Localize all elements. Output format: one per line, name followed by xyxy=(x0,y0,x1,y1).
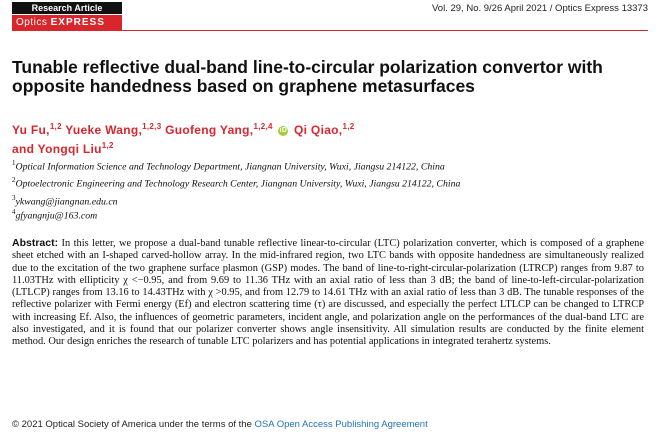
journal-name-prefix: Optics xyxy=(16,17,48,28)
journal-logo[interactable] xyxy=(12,15,122,30)
citation-line: Vol. 29, No. 9/26 April 2021 / Optics Express 13373 xyxy=(432,3,648,14)
article-type-badge: Research Article xyxy=(12,2,122,14)
author-affil-sup: 1,2 xyxy=(49,122,62,131)
copyright-text: © 2021 Optical Society of America under the terms of the xyxy=(12,419,252,430)
abstract xyxy=(12,237,644,349)
abstract-text: In this letter, we propose a dual-band tunable reflective linear-to-circular (LTC) polarization converter, which is composed of a graphene sheet etched with an I-shaped carved-hollow array. In the mid-infrared region, two LTC bands with opposite handedness are simultaneously realized due to the excitation of the two graphene surface plasmon (GSP) modes. The band of line-to-right-circular-polarization (LTRCP) ranges from 9.87 to 11.03THz with ellipticity χ <−0.95, and from 9.69 to 11.36 THz with an axial ratio of less than 3 dB; the band of line-to-left-circular-polarization (LTLCP) ranges from 13.16 to 14.43THz with χ >0.95, and from 12.79 to 14.61 THz with an axial ratio of less than 3 dB. The tunable responses of the reflective polarizer with Fermi energy (Ef) and electron scattering time (τ) are discussed, and especially the perfect LTLCP can be changed to LTRCP with increasing Ef. Also, the influences of geometric parameters, incident angle, and polarization angle on the performances of the dual-band LTC are also investigated, and it is found that our polarizer converter shows angle insensitivity. All simulation results are conducted by the finite element method. Our design enriches the research of tunable LTC polarizers and has potential applications in integrated terahertz systems. xyxy=(12,238,644,348)
author-name[interactable]: Guofeng Yang, xyxy=(165,123,254,137)
affiliation-item: $^1$Optical Information Science and Technology Department, Jiangnan University, Wuxi, Jiangsu 214122, China xyxy=(12,159,445,173)
email-link[interactable]: ykwang@jiangnan.edu.cn xyxy=(15,195,118,207)
author-name[interactable]: and Yongqi Liu xyxy=(12,142,102,156)
copyright-footer xyxy=(12,419,652,430)
author-name[interactable]: Yu Fu, xyxy=(12,123,50,137)
author-affil-sup: 1,2,4 xyxy=(253,122,273,131)
author-name[interactable]: Qi Qiao, xyxy=(294,123,343,137)
author-list xyxy=(12,119,652,157)
abstract-label: Abstract: xyxy=(12,237,59,249)
author-name[interactable]: Yueke Wang, xyxy=(65,123,143,137)
email-item: $^3$ykwang@jiangnan.edu.cn xyxy=(12,193,118,207)
orcid-icon[interactable]: iD xyxy=(279,126,288,134)
journal-header xyxy=(0,0,660,32)
author-affil-sup: 1,2 xyxy=(342,122,355,131)
header-divider xyxy=(12,30,648,31)
affiliation-list xyxy=(12,158,642,224)
author-affil-sup: 1,2,3 xyxy=(142,122,162,131)
license-link[interactable]: OSA Open Access Publishing Agreement xyxy=(254,419,428,430)
author-affil-sup: 1,2 xyxy=(101,141,114,150)
journal-name-suffix: EXPRESS xyxy=(50,17,105,28)
email-link[interactable]: gfyangnju@163.com xyxy=(15,210,98,222)
article-title: Tunable reflective dual-band line-to-circular polarization convertor with opposite handedness based on graphene metasurfaces xyxy=(12,57,603,96)
affiliation-item: $^2$Optoelectronic Engineering and Technology Research Center, Jiangnan University, Wuxi, Jiangsu 214122, China xyxy=(12,176,461,190)
email-item: $^4$gfyangnju@163.com xyxy=(12,207,98,222)
